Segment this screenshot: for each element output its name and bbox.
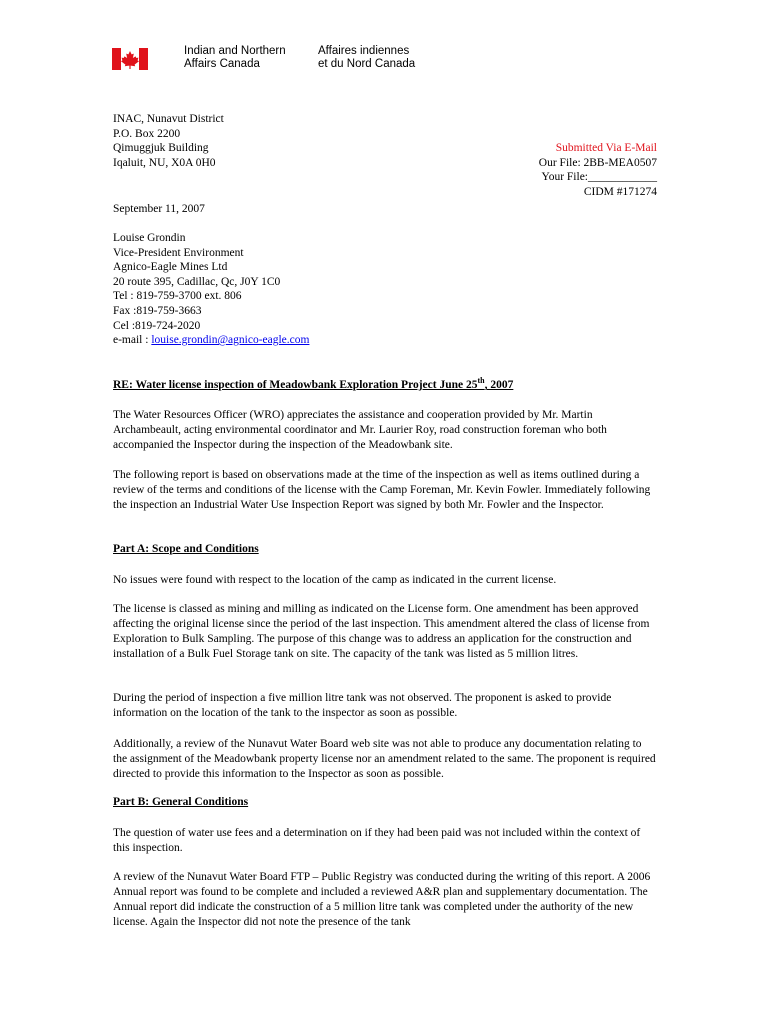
recipient-tel: Tel : 819-759-3700 ext. 806 xyxy=(113,290,242,303)
dept-fr-line2: et du Nord Canada xyxy=(318,58,416,70)
recipient-address xyxy=(113,231,309,348)
dept-en-line1: Indian and Northern xyxy=(184,45,286,57)
paragraph-report-basis: The following report is based on observations made at the time of the inspection as well as items outlined during a review of the terms and conditions of the license with the Camp Foreman, Mr. Kevin Fowler. Immediately following the inspection an Industrial Water Use Inspection Report was signed by both Mr. Fowler and the Inspector. xyxy=(113,469,651,511)
recipient-fax: Fax :819-759-3663 xyxy=(113,304,202,317)
paragraph-license-class: The license is classed as mining and milling as indicated on the License form. One amendment has been approved affecting the original license since the period of the last inspection. This amendment altered the class of license from Exploration to Bulk Sampling. The purpose of this change was to address an application for the construction and installation of a Bulk Fuel Storage tank on site. The capacity of the tank was listed as 5 million litres. xyxy=(113,603,650,660)
recipient-name: Louise Grondin xyxy=(113,232,186,244)
paragraph-water-fees: The question of water use fees and a determination on if they had been paid was not included within the context of this inspection. xyxy=(113,827,641,854)
sender-line: Iqaluit, NU, X0A 0H0 xyxy=(113,156,216,169)
sender-line: Qimuggjuk Building xyxy=(113,142,209,155)
email-link[interactable]: louise.grondin@agnico-eagle.com xyxy=(151,334,310,347)
paragraph-camp-location: No issues were found with respect to the location of the camp as indicated in the current license. xyxy=(113,574,557,586)
our-file: Our File: 2BB-MEA0507 xyxy=(538,156,657,169)
heading-part-b: Part B: General Conditions xyxy=(113,796,249,808)
file-reference xyxy=(539,141,657,199)
your-file: Your File:____________ xyxy=(541,171,657,184)
canada-flag-icon xyxy=(112,48,148,70)
email-label: e-mail : xyxy=(113,334,152,347)
dept-en-line2: Affairs Canada xyxy=(184,58,260,70)
subject-text: RE: Water license inspection of Meadowbank Exploration Project June 25 xyxy=(113,379,478,391)
dept-fr-line1: Affaires indiennes xyxy=(318,45,410,57)
department-name-french xyxy=(318,45,415,71)
sender-line: INAC, Nunavut District xyxy=(113,113,224,125)
recipient-company: Agnico-Eagle Mines Ltd xyxy=(113,261,228,274)
paragraph-acknowledgement: The Water Resources Officer (WRO) appreciates the assistance and cooperation provided by Mr. Martin Archambeault, acting environmental coordinator and Mr. Laurier Roy, road construction foreman who both accompanied the Inspector during the inspection of the Meadowbank site. xyxy=(113,409,607,451)
paragraph-tank-observation: During the period of inspection a five million litre tank was not observed. The proponent is asked to provide information on the location of the tank to the inspector as soon as possible. xyxy=(113,692,612,719)
paragraph-annual-report: A review of the Nunavut Water Board FTP – Public Registry was conducted during the writing of this report. A 2006 Annual report was found to be complete and included a reviewed A&R plan and supplementary documentation. The Annual report did indicate the construction of a 5 million litre tank was completed under the authority of the new license. Again the Inspector did not note the presence of the tank xyxy=(113,871,651,928)
heading-part-a: Part A: Scope and Conditions xyxy=(113,543,259,555)
recipient-cel: Cel :819-724-2020 xyxy=(113,319,201,332)
department-name-english xyxy=(184,45,286,71)
sender-line: P.O. Box 2200 xyxy=(113,127,181,140)
subject-superscript: th xyxy=(477,376,485,386)
submitted-via-email: Submitted Via E-Mail xyxy=(555,142,657,154)
recipient-email-line xyxy=(113,333,309,348)
cidm-number: CIDM #171274 xyxy=(583,185,657,198)
paragraph-water-board-review: Additionally, a review of the Nunavut Water Board web site was not able to produce any documentation relating to the assignment of the Meadowbank property license nor an amendment related to the same. The proponent is required directed to provide this information to the Inspector as soon as possible. xyxy=(113,738,656,780)
recipient-title: Vice-President Environment xyxy=(113,246,244,259)
subject-line xyxy=(113,376,514,391)
sender-address xyxy=(113,112,224,170)
recipient-street: 20 route 395, Cadillac, Qc, J0Y 1C0 xyxy=(113,275,281,288)
letter-date: September 11, 2007 xyxy=(113,203,205,215)
subject-year: , 2007 xyxy=(484,379,514,391)
